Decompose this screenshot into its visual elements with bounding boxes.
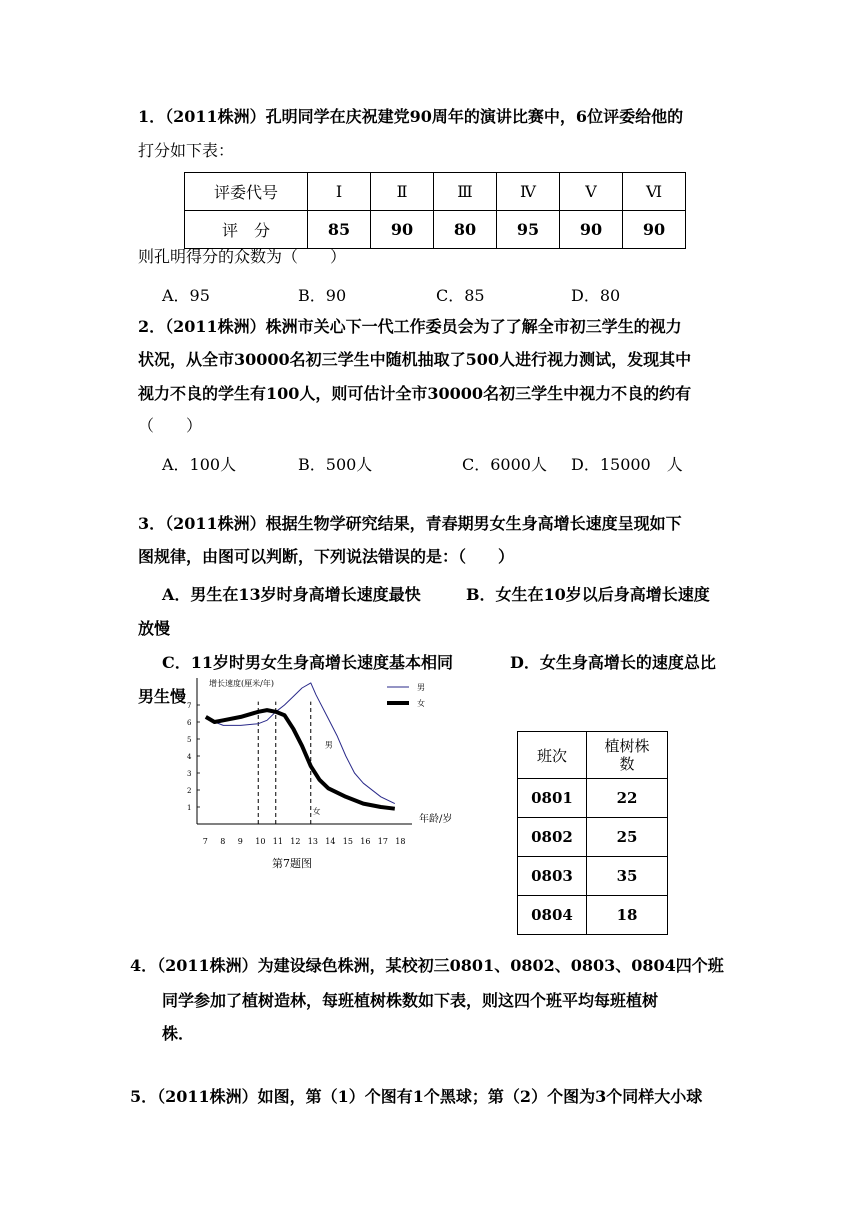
header-text: 数 <box>619 755 635 773</box>
score-cell: 90 <box>371 211 434 249</box>
legend-male-label: 男 <box>417 683 425 692</box>
table-row <box>518 732 668 779</box>
female-line-label: 女 <box>312 806 321 816</box>
q2-option-d: D．15000 人 <box>571 455 683 474</box>
q4-line3: 株． <box>162 1024 195 1043</box>
score-cell: 90 <box>623 211 686 249</box>
score-cell: 80 <box>434 211 497 249</box>
score-cell: 95 <box>497 211 560 249</box>
q2-line3: 视力不良的学生有100人，则可估计全市30000名初三学生中视力不良的约有 <box>138 384 692 403</box>
count-cell: 25 <box>587 818 668 857</box>
y-tick-label: 6 <box>187 719 192 727</box>
q3-line2: 图规律，由图可以判断，下列说法错误的是：（ ） <box>138 547 515 566</box>
x-tick-label: 12 <box>290 837 301 846</box>
table-row <box>518 857 668 896</box>
x-tick-label: 8 <box>220 837 226 846</box>
x-tick-label: 13 <box>307 837 318 846</box>
judge-cell: Ⅳ <box>497 173 560 211</box>
q1-option-a: A．95 <box>162 286 210 305</box>
q3-option-d-cont: 男生慢 <box>138 687 187 706</box>
class-cell: 0804 <box>518 896 587 935</box>
table-header-cell: 班次 <box>518 732 587 779</box>
male-line-label: 男 <box>324 740 333 750</box>
y-tick-label: 4 <box>187 753 192 761</box>
score-cell: 85 <box>308 211 371 249</box>
table-header-cell: 评委代号 <box>185 173 308 211</box>
q2-line2: 状况，从全市30000名初三学生中随机抽取了500人进行视力测试，发现其中 <box>138 350 692 369</box>
judge-cell: Ⅱ <box>371 173 434 211</box>
x-tick-label: 7 <box>202 837 208 846</box>
q3-option-d: D．女生身高增长的速度总比 <box>510 653 716 672</box>
q2-option-c: C．6000人 <box>462 455 547 474</box>
q3-option-c: C．11岁时男女生身高增长速度基本相同 <box>162 653 454 672</box>
q5-line1: 5．（2011株洲）如图，第（1）个图有1个黑球；第（2）个图为3个同样大小球 <box>130 1087 703 1106</box>
x-tick-label: 10 <box>255 837 266 846</box>
legend-female-label: 女 <box>417 699 425 708</box>
female-series-line <box>206 710 395 809</box>
judge-cell: Ⅰ <box>308 173 371 211</box>
q3-option-b-cont: 放慢 <box>138 619 171 638</box>
q2-line1: 2．（2011株洲）株洲市关心下一代工作委员会为了了解全市初三学生的视力 <box>138 317 682 336</box>
y-tick-label: 5 <box>187 736 192 744</box>
q1-option-d: D．80 <box>571 286 621 305</box>
y-tick-label: 2 <box>187 787 192 795</box>
x-tick-label: 16 <box>360 837 371 846</box>
growth-chart <box>180 672 470 877</box>
q1-question: 则孔明得分的众数为（ ） <box>138 247 347 266</box>
y-tick-label: 1 <box>187 804 192 812</box>
q3-option-a: A．男生在13岁时身高增长速度最快 <box>162 585 421 604</box>
count-cell: 35 <box>587 857 668 896</box>
judge-cell: Ⅴ <box>560 173 623 211</box>
q1-line1: 1．（2011株洲）孔明同学在庆祝建党90周年的演讲比赛中，6位评委给他的 <box>138 107 684 126</box>
class-cell: 0801 <box>518 779 587 818</box>
count-cell: 22 <box>587 779 668 818</box>
q2-line4: （ ） <box>138 416 203 435</box>
x-tick-label: 18 <box>395 837 406 846</box>
x-tick-label: 11 <box>272 837 283 846</box>
score-cell: 90 <box>560 211 623 249</box>
q4-line2: 同学参加了植树造林，每班植树株数如下表，则这四个班平均每班植树 <box>162 991 659 1010</box>
q2-option-b: B．500人 <box>298 455 373 474</box>
q3-line1: 3．（2011株洲）根据生物学研究结果，青春期男女生身高增长速度呈现如下 <box>138 514 682 533</box>
y-tick-label: 3 <box>187 770 192 778</box>
count-cell: 18 <box>587 896 668 935</box>
trees-table <box>517 731 668 935</box>
class-cell: 0802 <box>518 818 587 857</box>
judge-cell: Ⅵ <box>623 173 686 211</box>
table-header-cell <box>587 732 668 779</box>
x-tick-label: 9 <box>237 837 243 846</box>
header-text: 植树株 <box>604 737 650 755</box>
y-tick-label: 7 <box>187 702 192 710</box>
table-row <box>185 173 686 211</box>
table-header-cell: 评 分 <box>185 211 308 249</box>
table-row <box>518 779 668 818</box>
table-row <box>518 896 668 935</box>
table-row <box>185 211 686 249</box>
chart-caption: 第7题图 <box>272 857 312 870</box>
q3-option-b: B．女生在10岁以后身高增长速度 <box>466 585 710 604</box>
q1-line2: 打分如下表： <box>138 141 235 160</box>
q1-option-b: B．90 <box>298 286 347 305</box>
x-tick-label: 17 <box>377 837 388 846</box>
q4-line1: 4．（2011株洲）为建设绿色株洲，某校初三0801、0802、0803、0804四个班 <box>130 956 724 975</box>
x-tick-label: 14 <box>325 837 336 846</box>
q1-option-c: C．85 <box>436 286 485 305</box>
table-row <box>518 818 668 857</box>
x-axis-label: 年龄/岁 <box>419 814 453 825</box>
judge-cell: Ⅲ <box>434 173 497 211</box>
q2-option-a: A．100人 <box>162 455 237 474</box>
class-cell: 0803 <box>518 857 587 896</box>
x-tick-label: 15 <box>342 837 353 846</box>
score-table <box>184 172 686 249</box>
y-axis-label: 增长速度(厘米/年) <box>209 679 274 688</box>
